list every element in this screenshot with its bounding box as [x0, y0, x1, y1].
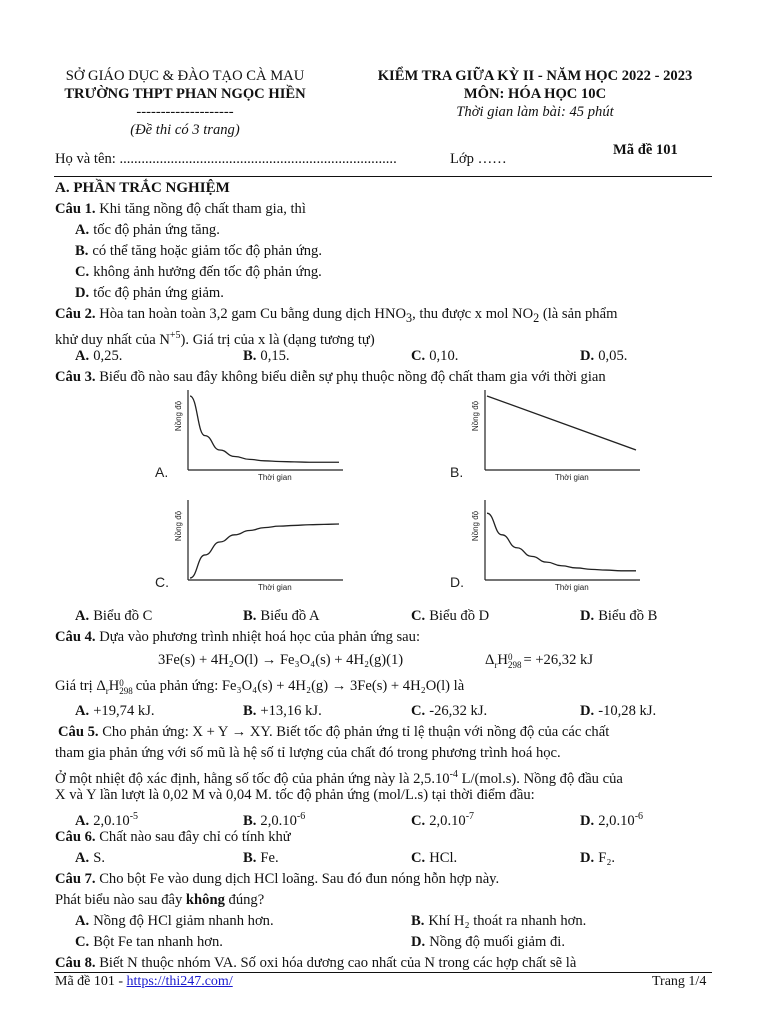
question-5-line3: Ở một nhiệt độ xác định, hằng số tốc độ của phản ứng này là $2,5.10^{-4}$ L/(mol.s). Nồng độ đầu của — [55, 769, 623, 787]
question-7-line2: Phát biểu nào sau đây không đúng? — [55, 892, 265, 908]
student-name-field: Họ và tên: ............................................................................ — [55, 151, 397, 167]
header-school-dept: SỞ GIÁO DỤC & ĐÀO TẠO CÀ MAU — [65, 68, 305, 84]
q7-option-d[interactable]: D. Nồng độ muối giảm đi. — [411, 934, 566, 950]
concentration-charts — [0, 385, 768, 615]
q6-option-d[interactable]: D. F₂. — [580, 850, 616, 866]
question-2-line2: khử duy nhất của $N^{+5}$). Giá trị của x là (dạng tương tự) — [55, 330, 375, 348]
question-2: Câu 2. Hòa tan hoàn toàn 3,2 gam Cu bằng dung dịch $HNO_3$, thu được x mol $NO_2$ (là sản phẩm — [55, 306, 618, 325]
question-8: Câu 8. Biết N thuộc nhóm VA. Số oxi hóa dương cao nhất của N trong các hợp chất sẽ là — [55, 955, 577, 971]
chart-xlabel: Thời gian — [554, 473, 589, 482]
q5-option-d[interactable]: D. $2,0.10^{-6}$ — [580, 811, 644, 829]
q1-option-b[interactable]: B. có thể tăng hoặc giảm tốc độ phản ứng. — [75, 243, 322, 259]
q4-option-d[interactable]: D. -10,28 kJ. — [580, 703, 657, 719]
question-3: Câu 3. Biểu đồ nào sau đây không biểu diễn sự phụ thuộc nồng độ chất tham gia với thời gian — [55, 369, 606, 385]
q5-option-c[interactable]: C. $2,0.10^{-7}$ — [411, 811, 475, 829]
q2-option-a[interactable]: A. 0,25. — [75, 348, 123, 364]
footer-page: Trang 1/4 — [652, 974, 707, 989]
chart-ylabel: Nồng độ — [471, 510, 480, 542]
q7-option-a[interactable]: A. Nồng độ HCl giảm nhanh hơn. — [75, 913, 274, 929]
q1-option-a[interactable]: A. tốc độ phản ứng tăng. — [75, 222, 220, 238]
question-4: Câu 4. Dựa vào phương trình nhiệt hoá học của phản ứng sau: — [55, 629, 421, 645]
q2-option-c[interactable]: C. 0,10. — [411, 348, 459, 364]
exam-title: KIỂM TRA GIỮA KỲ II - NĂM HỌC 2022 - 2023 — [377, 68, 693, 84]
chart-ylabel: Nồng độ — [174, 510, 183, 542]
question-label: Câu 6. — [55, 829, 96, 845]
question-label: Câu 1. — [55, 201, 96, 217]
q3-option-a[interactable]: A. Biểu đồ C — [75, 608, 153, 624]
chart-panel-label: C. — [155, 574, 169, 590]
q3-option-b[interactable]: B. Biểu đồ A — [243, 608, 320, 624]
question-label: Câu 4. — [55, 629, 96, 645]
q5-option-b[interactable]: B. $2,0.10^{-6}$ — [243, 811, 306, 829]
q6-option-c[interactable]: C. HCl. — [411, 850, 458, 866]
q4-option-b[interactable]: B. +13,16 kJ. — [243, 703, 322, 719]
q7-option-c[interactable]: C. Bột Fe tan nhanh hơn. — [75, 934, 223, 950]
exam-duration: Thời gian làm bài: 45 phút — [456, 104, 614, 120]
q7-option-b[interactable]: B. Khí H₂ thoát ra nhanh hơn. — [411, 913, 587, 929]
q4-enthalpy: $\Delta_rH$ 0 298 = +26,32 kJ — [485, 651, 594, 670]
header-page-note: (Đề thi có 3 trang) — [130, 122, 240, 138]
question-label: Câu 8. — [55, 955, 96, 971]
question-5-line2: tham gia phản ứng với số mũ là hệ số tỉ lượng của chất đó trong phương trình hoá học. — [55, 745, 561, 761]
q4-equation: 3Fe(s) + 4H₂O(l) → Fe₃O₄(s) + 4H₂(g)(1) — [158, 652, 404, 668]
q6-option-a[interactable]: A. S. — [75, 850, 105, 866]
q4-ask: Giá trị $\Delta_rH$ 0 298 của phản ứng: Fe₃O₄(s) + 4H₂(g) → 3Fe(s) + 4H₂O(l) là — [55, 677, 465, 696]
q3-option-d[interactable]: D. Biểu đồ B — [580, 608, 658, 624]
header-school-name: TRƯỜNG THPT PHAN NGỌC HIỀN — [64, 86, 306, 102]
chart-panel-label: B. — [450, 464, 464, 480]
exam-code: Mã đề 101 — [613, 142, 678, 158]
chart-xlabel: Thời gian — [257, 583, 292, 592]
footer-link[interactable]: https://thi247.com/ — [126, 974, 233, 989]
question-label: Câu 2. — [55, 306, 96, 322]
q1-option-c[interactable]: C. không ảnh hưởng đến tốc độ phản ứng. — [75, 264, 322, 280]
question-5: Câu 5. Cho phản ứng: X + Y → XY. Biết tốc độ phản ứng tỉ lệ thuận với nồng độ của các chất — [58, 724, 610, 740]
class-field: Lớp …… — [450, 151, 507, 167]
chart-curve — [487, 396, 636, 450]
question-5-line4: X và Y lần lượt là 0,02 M và 0,04 M. tốc độ phản ứng (mol/L.s) tại thời điểm đầu: — [55, 787, 535, 803]
q6-option-b[interactable]: B. Fe. — [243, 850, 279, 866]
footer-rule — [54, 972, 712, 973]
q4-option-a[interactable]: A. +19,74 kJ. — [75, 703, 155, 719]
question-7: Câu 7. Cho bột Fe vào dung dịch HCl loãng. Sau đó đun nóng hỗn hợp này. — [55, 871, 500, 887]
chart-panel-label: A. — [155, 464, 169, 480]
q1-option-d[interactable]: D. tốc độ phản ứng giảm. — [75, 285, 224, 301]
q2-option-b[interactable]: B. 0,15. — [243, 348, 290, 364]
header-rule — [54, 176, 712, 177]
q3-option-c[interactable]: C. Biểu đồ D — [411, 608, 490, 624]
q4-option-c[interactable]: C. -26,32 kJ. — [411, 703, 488, 719]
chart-xlabel: Thời gian — [257, 473, 292, 482]
exam-subject: MÔN: HÓA HỌC 10C — [463, 86, 607, 102]
question-text: Khi tăng nồng độ chất tham gia, thì — [99, 201, 306, 217]
question-label: Câu 7. — [55, 871, 96, 887]
question-label: Câu 5. — [58, 724, 99, 740]
q2-option-d[interactable]: D. 0,05. — [580, 348, 628, 364]
header-divider: -------------------- — [136, 104, 234, 120]
question-1 — [55, 199, 306, 220]
question-6: Câu 6. Chất nào sau đây chỉ có tính khử — [55, 829, 291, 845]
chart-curve — [190, 396, 339, 462]
footer-code: Mã đề 101 - https://thi247.com/ — [55, 974, 233, 989]
chart-ylabel: Nồng độ — [471, 400, 480, 432]
chart-curve — [190, 524, 339, 578]
section-title: A. PHẦN TRẮC NGHIỆM — [55, 180, 230, 196]
q5-option-a[interactable]: A. $2,0.10^{-5}$ — [75, 811, 139, 829]
chart-panel-label: D. — [450, 574, 464, 590]
question-label: Câu 3. — [55, 369, 96, 385]
chart-ylabel: Nồng độ — [174, 400, 183, 432]
chart-xlabel: Thời gian — [554, 583, 589, 592]
chart-curve — [487, 513, 636, 571]
